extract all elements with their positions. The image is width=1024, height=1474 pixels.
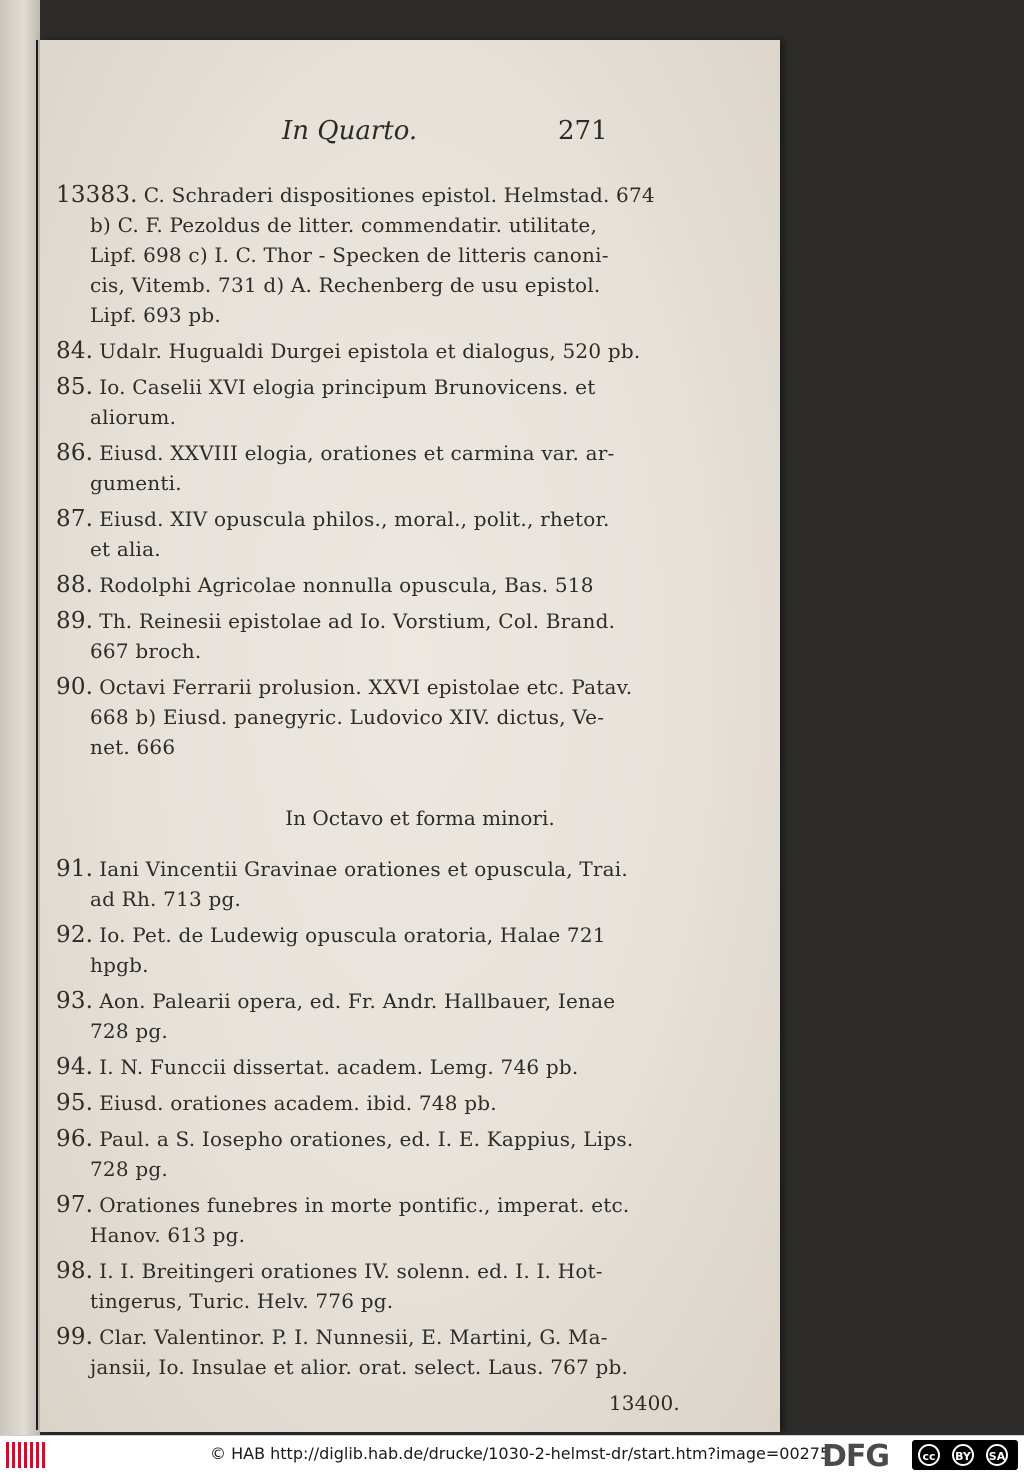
entry-text: hpgb.: [90, 953, 149, 977]
entry-line: [40, 1322, 780, 1352]
entry-text: Io. Pet. de Ludewig opuscula oratoria, Halae 721: [99, 923, 606, 947]
hab-logo-icon: [6, 1442, 46, 1468]
entry-line: [40, 210, 780, 240]
entry-text: Rodolphi Agricolae nonnulla opuscula, Bas. 518: [99, 573, 594, 597]
entry-text: Aon. Palearii opera, ed. Fr. Andr. Hallbauer, Ienae: [99, 989, 616, 1013]
catalogue-entry: [40, 986, 780, 1046]
catalogue-entry: [40, 1190, 780, 1250]
page-number: 271: [558, 116, 608, 146]
entry-text: Octavi Ferrarii prolusion. XXVI epistolae etc. Patav.: [99, 675, 633, 699]
entry-line: [40, 270, 780, 300]
entry-number: 97.: [56, 1192, 94, 1218]
catalogue-entry: [40, 672, 780, 762]
entry-text: Iani Vincentii Gravinae orationes et opuscula, Trai.: [99, 857, 628, 881]
entry-line: [40, 372, 780, 402]
entry-line: [40, 986, 780, 1016]
entry-text: Paul. a S. Iosepho orationes, ed. I. E. Kappius, Lips.: [99, 1127, 634, 1151]
entry-text: Lipf. 693 pb.: [90, 303, 221, 327]
entry-line: [40, 180, 780, 210]
entry-line: [40, 336, 780, 366]
entry-text: Eiusd. XIV opuscula philos., moral., polit., rhetor.: [99, 507, 610, 531]
entry-text: Eiusd. orationes academ. ibid. 748 pb.: [99, 1091, 497, 1115]
entry-line: [40, 570, 780, 600]
entry-number: 91.: [56, 856, 94, 882]
catalogue-entry: [40, 504, 780, 564]
entry-number: 93.: [56, 988, 94, 1014]
catalogue-entry: [40, 372, 780, 432]
entry-line: [40, 950, 780, 980]
entry-text: Th. Reinesii epistolae ad Io. Vorstium, Col. Brand.: [99, 609, 616, 633]
entry-line: [40, 1190, 780, 1220]
entry-line: [40, 920, 780, 950]
entry-number: 94.: [56, 1054, 94, 1080]
entry-text: et alia.: [90, 537, 161, 561]
entry-number: 86.: [56, 440, 94, 466]
entry-line: [40, 1256, 780, 1286]
catalogue-entry: [40, 336, 780, 366]
entry-number: 99.: [56, 1324, 94, 1350]
entry-line: [40, 402, 780, 432]
entry-line: [40, 240, 780, 270]
catalogue-entry: [40, 854, 780, 914]
entry-line: [40, 732, 780, 762]
book-page: [40, 40, 780, 1432]
entry-text: aliorum.: [90, 405, 177, 429]
catalogue-entry: [40, 438, 780, 498]
entry-line: [40, 854, 780, 884]
catalogue-entries: [40, 180, 780, 1418]
entry-line: [40, 1088, 780, 1118]
entry-text: cis, Vitemb. 731 d) A. Rechenberg de usu epistol.: [90, 273, 601, 297]
catalogue-entry: [40, 1322, 780, 1382]
sa-icon: SA: [986, 1444, 1008, 1466]
entry-line: [40, 1154, 780, 1184]
end-number: 13400.: [608, 1391, 680, 1415]
entry-text: 728 pg.: [90, 1157, 168, 1181]
entry-number: 96.: [56, 1126, 94, 1152]
entry-text: Eiusd. XXVIII elogia, orationes et carmina var. ar-: [99, 441, 615, 465]
entry-line: [40, 438, 780, 468]
entry-line: [40, 300, 780, 330]
entry-line: [40, 1052, 780, 1082]
entry-text: 668 b) Eiusd. panegyric. Ludovico XIV. dictus, Ve-: [90, 705, 605, 729]
quarto-entry-list: [40, 180, 780, 762]
entry-text: jansii, Io. Insulae et alior. orat. select. Laus. 767 pb.: [90, 1355, 629, 1379]
octavo-entry-list: [40, 854, 780, 1382]
entry-text: I. N. Funccii dissertat. academ. Lemg. 746 pb.: [99, 1055, 579, 1079]
entry-line: [40, 1352, 780, 1382]
entry-text: Io. Caselii XVI elogia principum Brunovicens. et: [99, 375, 596, 399]
entry-line: [40, 884, 780, 914]
entry-text: 728 pg.: [90, 1019, 168, 1043]
entry-text: gumenti.: [90, 471, 182, 495]
previous-page-edge: [0, 0, 40, 1435]
entry-line: [40, 1124, 780, 1154]
cc-license-badge[interactable]: [912, 1440, 1018, 1470]
entry-number: 95.: [56, 1090, 94, 1116]
viewer-footer: [0, 1435, 1024, 1474]
running-head: [40, 116, 780, 156]
entry-line: [40, 606, 780, 636]
catalogue-entry: [40, 1088, 780, 1118]
entry-number: 87.: [56, 506, 94, 532]
entry-text: Clar. Valentinor. P. I. Nunnesii, E. Martini, G. Ma-: [99, 1325, 608, 1349]
entry-text: net. 666: [90, 735, 176, 759]
entry-text: Orationes funebres in morte pontific., imperat. etc.: [99, 1193, 630, 1217]
dfg-logo: DFG: [822, 1439, 890, 1474]
catalogue-entry: [40, 606, 780, 666]
entry-number: 98.: [56, 1258, 94, 1284]
entry-line: [40, 702, 780, 732]
entry-text: Lipf. 698 c) I. C. Thor - Specken de litteris canoni-: [90, 243, 609, 267]
catalogue-entry: [40, 1052, 780, 1082]
entry-line: [40, 636, 780, 666]
entry-line: [40, 1286, 780, 1316]
entry-text: 667 broch.: [90, 639, 202, 663]
entry-number: 92.: [56, 922, 94, 948]
entry-text: Hanov. 613 pg.: [90, 1223, 246, 1247]
by-icon: BY: [952, 1444, 974, 1466]
entry-line: [40, 672, 780, 702]
entry-number: 84.: [56, 338, 94, 364]
catalogue-entry: [40, 920, 780, 980]
entry-text: C. Schraderi dispositiones epistol. Helmstad. 674: [143, 183, 655, 207]
section-heading: In Octavo et forma minori.: [285, 806, 555, 830]
entry-line: [40, 504, 780, 534]
entry-number: 13383.: [56, 182, 138, 208]
catalogue-entry: [40, 1124, 780, 1184]
entry-line: [40, 468, 780, 498]
catalogue-entry: [40, 570, 780, 600]
entry-line: [40, 1220, 780, 1250]
entry-line: [40, 534, 780, 564]
source-credit-link[interactable]: © HAB http://diglib.hab.de/drucke/1030-2-helmst-dr/start.htm?image=00275: [210, 1444, 831, 1463]
entry-text: ad Rh. 713 pg.: [90, 887, 242, 911]
entry-text: tingerus, Turic. Helv. 776 pg.: [90, 1289, 394, 1313]
entry-text: I. I. Breitingeri orationes IV. solenn. ed. I. I. Hot-: [99, 1259, 603, 1283]
catalogue-entry: [40, 180, 780, 330]
entry-number: 88.: [56, 572, 94, 598]
entry-text: b) C. F. Pezoldus de litter. commendatir. utilitate,: [90, 213, 598, 237]
entry-line: [40, 1016, 780, 1046]
cc-icon: cc: [918, 1444, 940, 1466]
entry-number: 89.: [56, 608, 94, 634]
entry-text: Udalr. Hugualdi Durgei epistola et dialogus, 520 pb.: [99, 339, 641, 363]
entry-number: 85.: [56, 374, 94, 400]
catalogue-entry: [40, 1256, 780, 1316]
entry-number: 90.: [56, 674, 94, 700]
running-head-title: In Quarto.: [282, 116, 418, 146]
